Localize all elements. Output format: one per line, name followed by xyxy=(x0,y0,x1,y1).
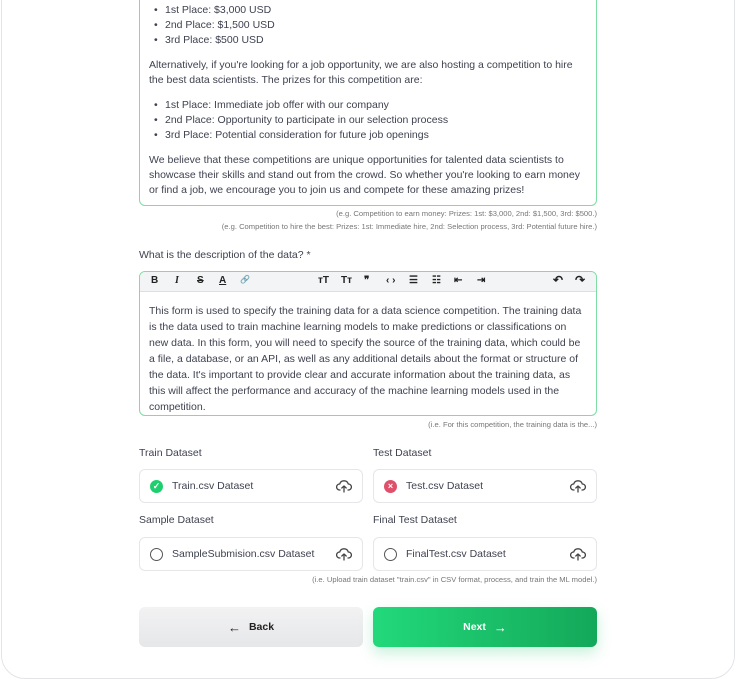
empty-circle-icon xyxy=(384,548,397,561)
prizes-hint-2: (e.g. Competition to hire the best: Prizes: 1st: Immediate hire, 2nd: Selection process, 3rd: Potential future hire.) xyxy=(221,222,597,231)
test-dataset-upload[interactable] xyxy=(373,469,597,503)
arrow-left-icon: ← xyxy=(227,619,241,635)
back-label: Back xyxy=(248,621,275,633)
bullet-list-icon[interactable]: ☰ xyxy=(409,275,418,286)
list-item: • 1st Place: Immediate job offer with our company xyxy=(149,98,586,113)
redo-icon[interactable]: ↷ xyxy=(575,273,586,287)
editor-toolbar xyxy=(140,272,596,292)
indent-icon[interactable]: ⇥ xyxy=(477,275,486,286)
cloud-upload-icon[interactable] xyxy=(336,547,352,561)
undo-icon[interactable]: ↶ xyxy=(553,273,564,287)
sample-dataset-label: Sample Dataset xyxy=(139,514,214,526)
test-dataset-label: Test Dataset xyxy=(373,447,432,459)
next-label: Next xyxy=(463,621,486,633)
paragraph: Alternatively, if you're looking for a job opportunity, we are also hosting a competition to hire the best data scientists. The prizes for this competition are: xyxy=(149,59,573,86)
datasets-hint: (i.e. Upload train dataset "train.csv" in CSV format, process, and train the ML model.) xyxy=(312,575,597,584)
quote-icon[interactable]: ❞ xyxy=(364,275,370,286)
train-dataset-upload[interactable] xyxy=(139,469,363,503)
list-item: • 1st Place: $3,000 USD xyxy=(149,3,586,18)
prizes-textarea[interactable] xyxy=(139,0,597,206)
final-test-dataset-label: Final Test Dataset xyxy=(373,514,457,526)
list-item: • 3rd Place: $500 USD xyxy=(149,33,586,48)
strikethrough-icon[interactable]: S xyxy=(197,275,204,286)
final-test-dataset-upload[interactable] xyxy=(373,537,597,571)
empty-circle-icon xyxy=(150,548,163,561)
next-button[interactable] xyxy=(373,607,597,647)
list-item: • 3rd Place: Potential consideration for future job openings xyxy=(149,128,586,143)
prizes-hint-1: (e.g. Competition to earn money: Prizes: 1st: $3,000, 2nd: $1,500, 3rd: $500.) xyxy=(336,209,597,218)
list-item: • 2nd Place: Opportunity to participate in our selection process xyxy=(149,113,586,128)
train-dataset-label: Train Dataset xyxy=(139,447,202,459)
code-icon[interactable]: ‹ › xyxy=(386,275,396,286)
money-prize-list xyxy=(149,3,586,48)
numbered-list-icon[interactable]: ☷ xyxy=(432,275,441,286)
paragraph: We believe that these competitions are unique opportunities for talented data scientists to showcase their skills and stand out from the crowd. So whether you're looking to earn money or find a job, we encourage you to join us and compete for these amazing prizes! xyxy=(149,154,580,196)
description-hint: (i.e. For this competition, the training data is the...) xyxy=(428,420,597,429)
cloud-upload-icon[interactable] xyxy=(336,479,352,493)
cloud-upload-icon[interactable] xyxy=(570,547,586,561)
description-label: What is the description of the data? * xyxy=(139,249,311,261)
editor-content[interactable]: This form is used to specify the training data for a data science competition. The training data is the data used to train machine learning models to make predictions or classifications on new data. In this form, you will need to specify the source of the training data, which could be a file, a database, or an API, as well as any additional details about the format or structure of the data. It's important to provide clear and accurate information about the training data, as this will affect the performance and accuracy of the machine learning models used in the competition. xyxy=(149,305,582,413)
arrow-right-icon: → xyxy=(493,619,507,635)
list-item: • 2nd Place: $1,500 USD xyxy=(149,18,586,33)
error-circle-icon: × xyxy=(384,480,397,493)
job-prize-list xyxy=(149,98,586,143)
dataset-filename: Train.csv Dataset xyxy=(172,480,254,492)
italic-icon[interactable]: I xyxy=(175,275,179,286)
back-button[interactable] xyxy=(139,607,363,647)
dataset-filename: FinalTest.csv Dataset xyxy=(406,548,506,560)
bold-icon[interactable]: B xyxy=(151,275,159,286)
heading-large-icon[interactable]: ᴛT xyxy=(318,275,330,286)
description-editor[interactable] xyxy=(139,271,597,416)
dataset-filename: Test.csv Dataset xyxy=(406,480,484,492)
link-icon[interactable]: 🔗 xyxy=(240,275,250,284)
check-circle-icon: ✓ xyxy=(150,480,163,493)
heading-small-icon[interactable]: Tᴛ xyxy=(341,275,353,286)
dataset-filename: SampleSubmision.csv Dataset xyxy=(172,548,315,560)
outdent-icon[interactable]: ⇤ xyxy=(454,275,463,286)
text-color-icon[interactable]: A xyxy=(219,275,227,286)
cloud-upload-icon[interactable] xyxy=(570,479,586,493)
sample-dataset-upload[interactable] xyxy=(139,537,363,571)
